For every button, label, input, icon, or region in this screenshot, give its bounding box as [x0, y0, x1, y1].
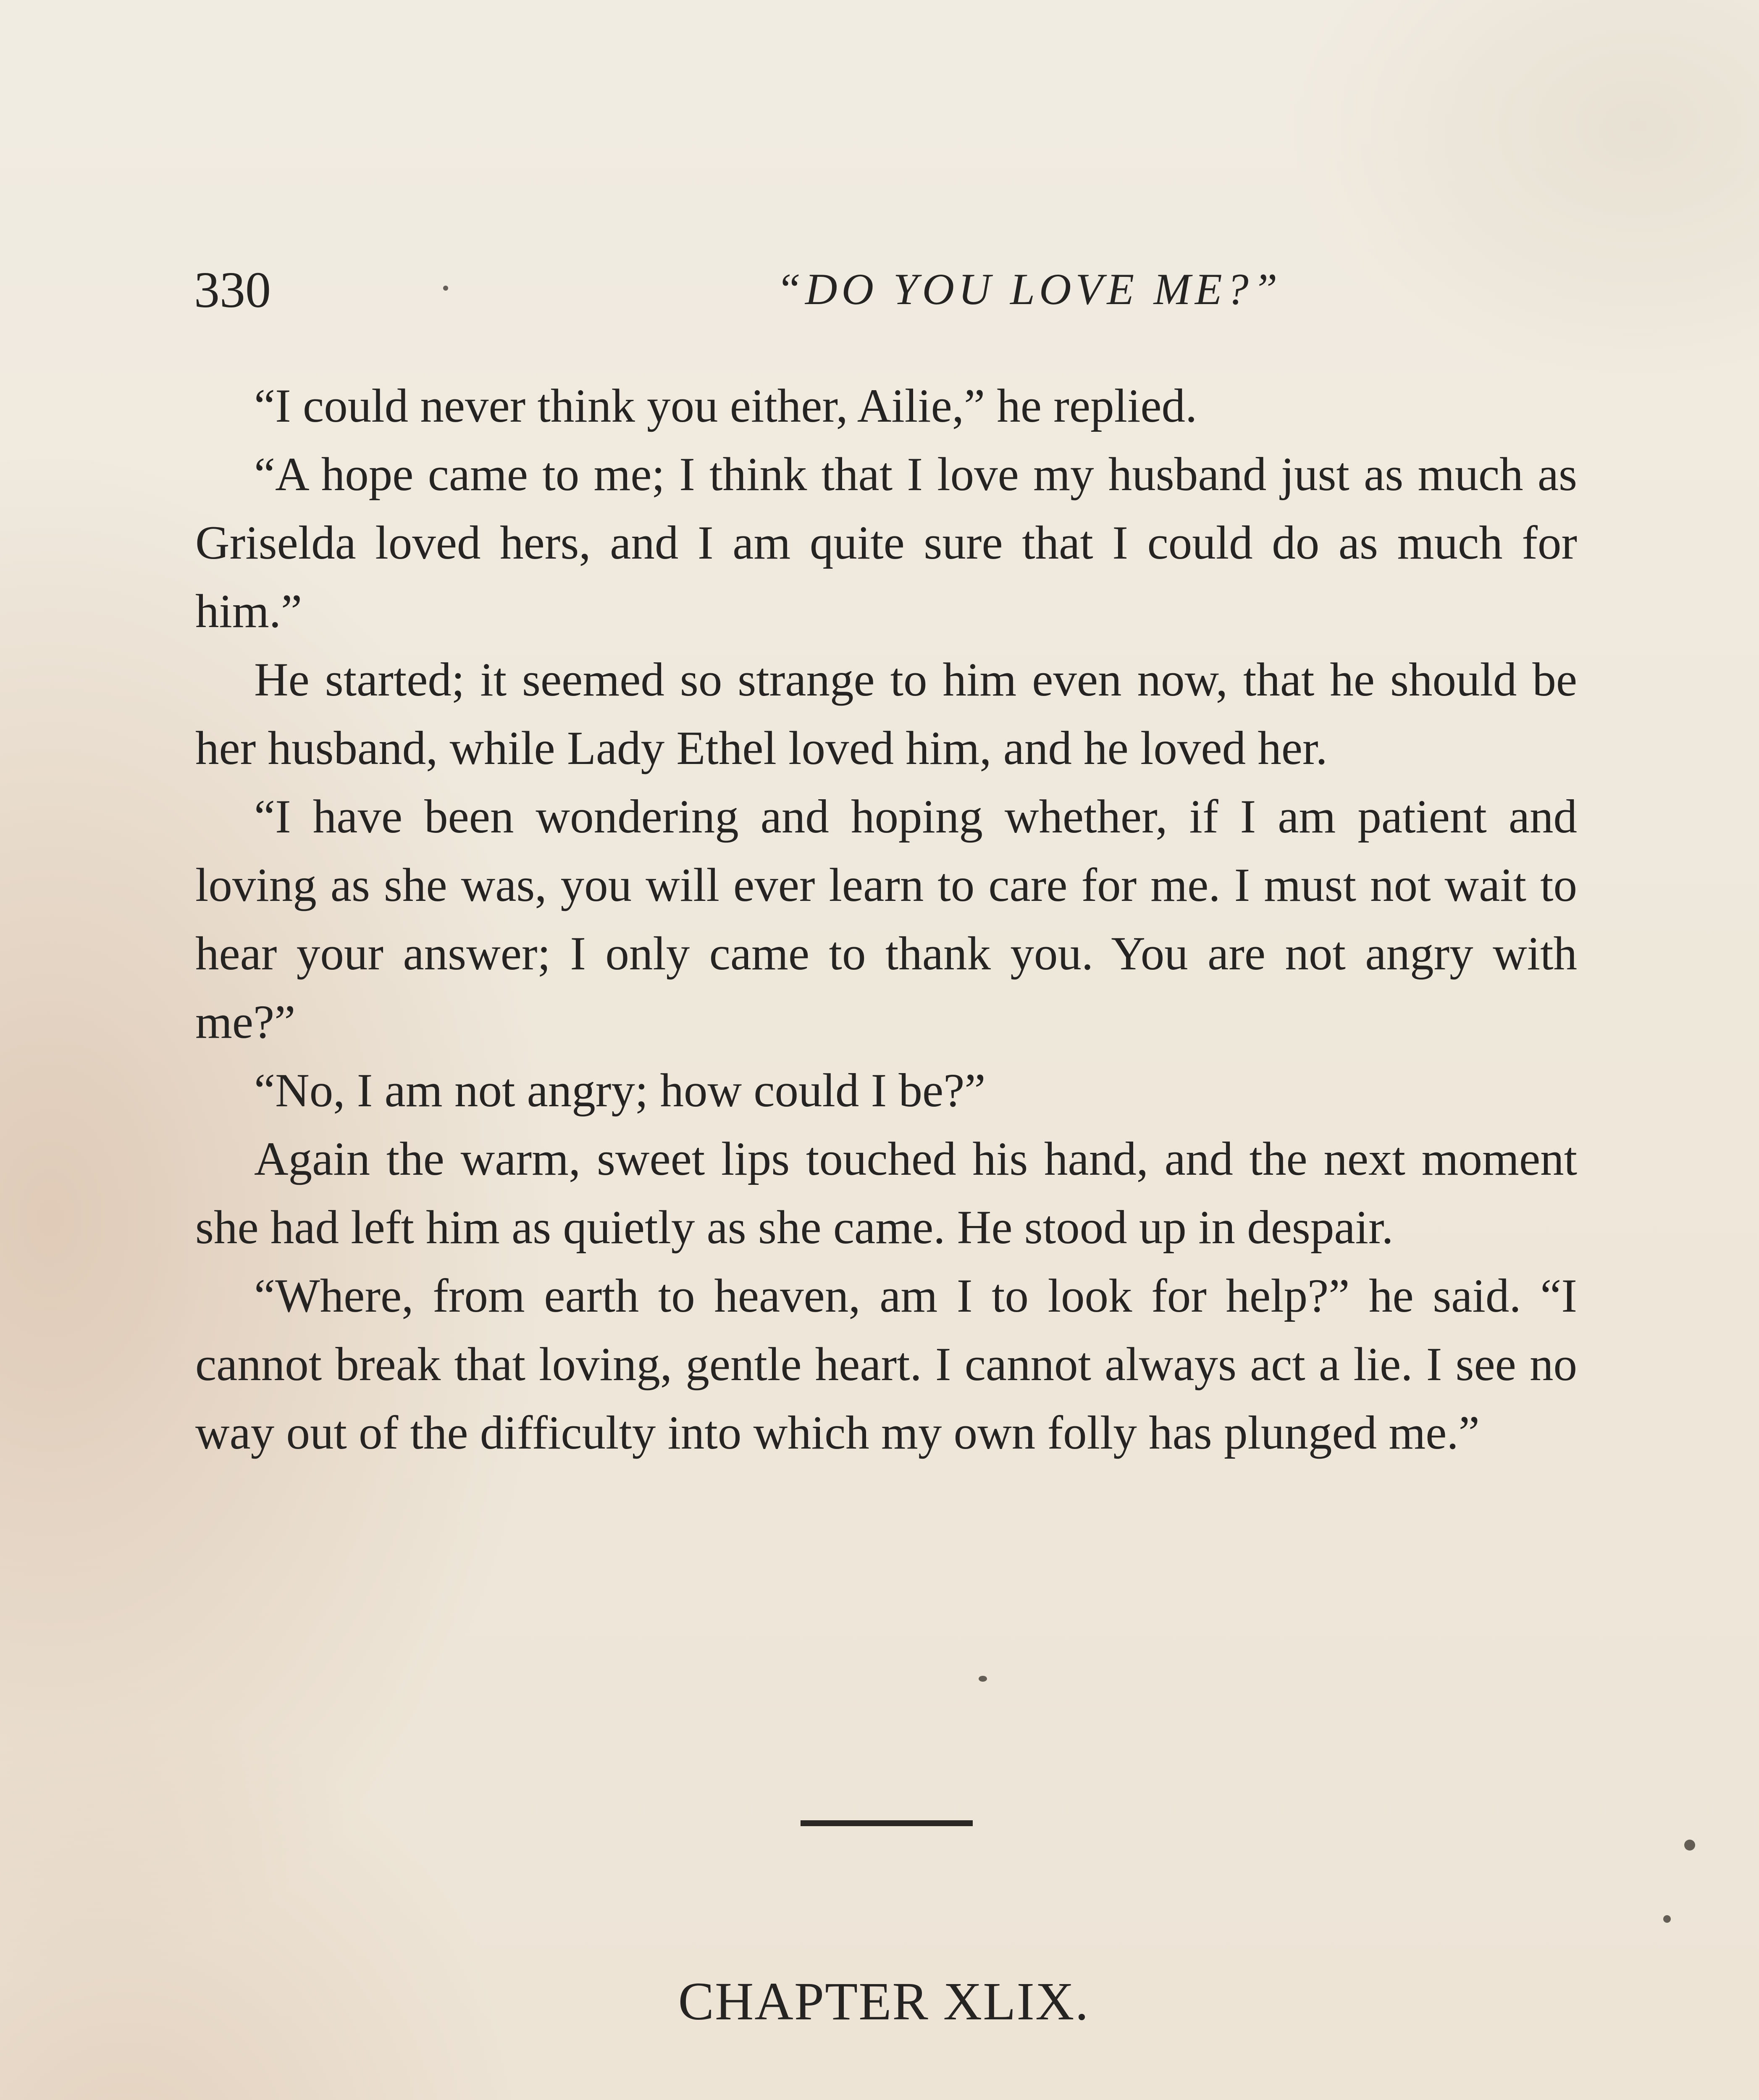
paragraph: “A hope came to me; I think that I love my husband just as much as Griselda loved hers, and I am quite sure that I could do as much for him.” — [195, 448, 1577, 638]
paragraph: Again the warm, sweet lips touched his hand, and the next moment she had left him as quietly as she came. He stood up in despair. — [195, 1133, 1577, 1254]
paragraph: “I have been wondering and hoping whether, if I am patient and loving as she was, you will ever learn to care for me. I must not wait to hear your answer; I only came to thank you. You are not angry with me?” — [195, 790, 1577, 1048]
speck — [1684, 1840, 1695, 1851]
paragraph: “No, I am not angry; how could I be?” — [254, 1064, 986, 1117]
section-divider — [801, 1820, 973, 1826]
paragraph: “I could never think you either, Ailie,” he replied. — [254, 380, 1197, 432]
speck — [1663, 1915, 1671, 1923]
speck — [443, 286, 448, 291]
speck — [979, 1676, 987, 1682]
paragraph: He started; it seemed so strange to him even now, that he should be her husband, while Lady Ethel loved him, and he loved her. — [195, 654, 1577, 774]
running-head: “DO YOU LOVE ME?” — [776, 265, 1282, 314]
page-number: 330 — [194, 262, 271, 318]
text-block-top — [195, 372, 1577, 1467]
paragraph: “Where, from earth to heaven, am I to look for help?” he said. “I cannot break that loving, gentle heart. I cannot always act a lie. I see no way out of the difficulty into which my own folly has plunged me.” — [195, 1270, 1577, 1459]
page-header — [194, 256, 1580, 323]
chapter-title: CHAPTER XLIX. — [678, 1971, 1090, 2031]
